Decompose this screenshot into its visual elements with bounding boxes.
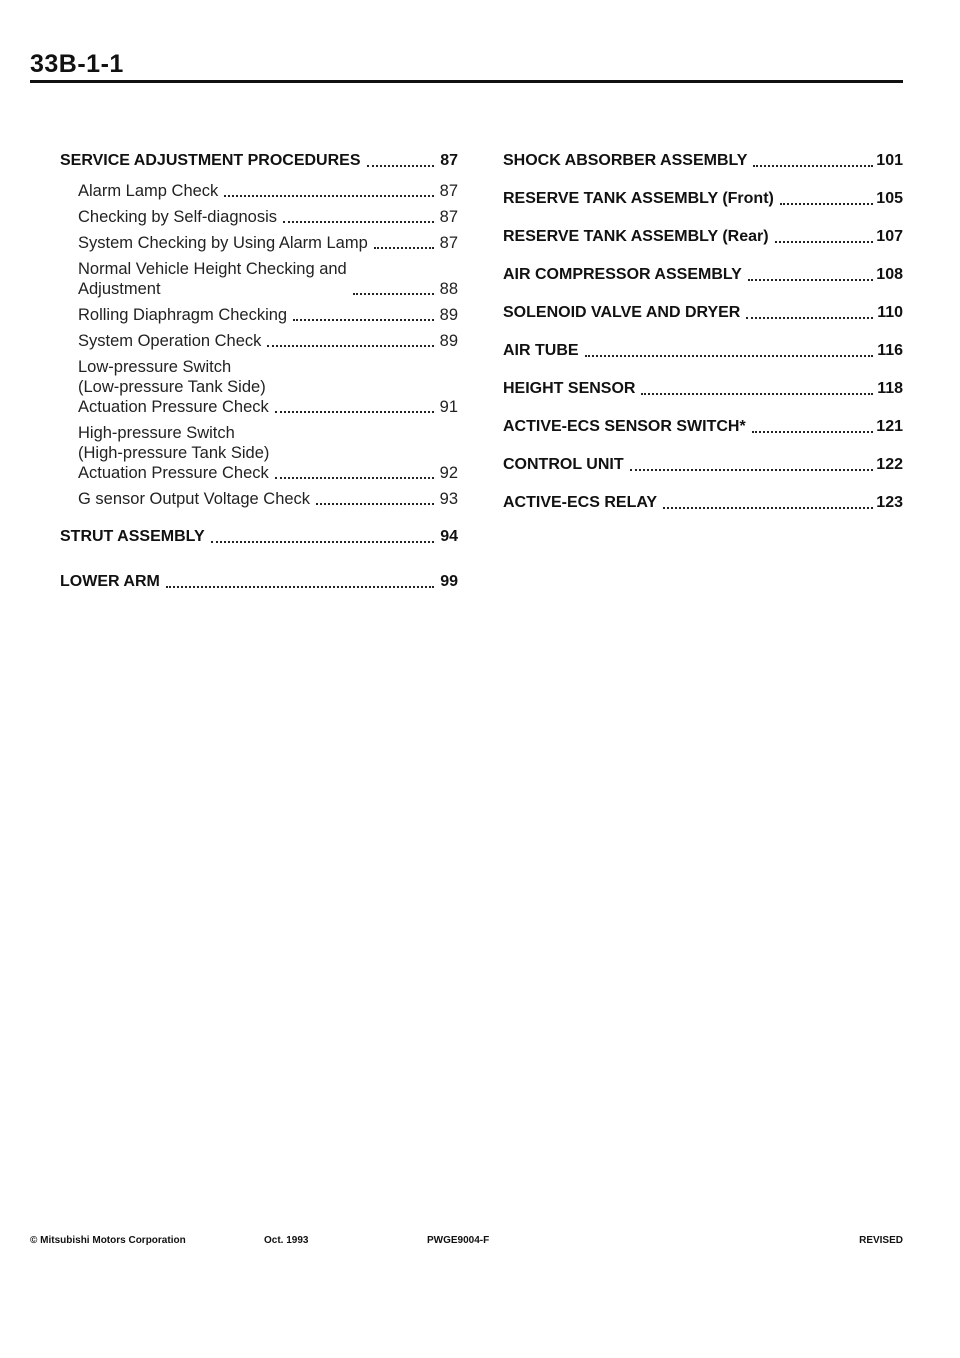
header-rule xyxy=(30,80,903,83)
footer-revised-label: REVISED xyxy=(859,1235,903,1246)
toc-entry-page: 99 xyxy=(440,573,458,590)
toc-right-column xyxy=(503,151,903,513)
page-title: 33B-1-1 xyxy=(30,50,124,78)
toc-entry-page: 110 xyxy=(877,304,903,321)
toc-entry-title: ACTIVE-ECS RELAY xyxy=(503,494,658,511)
toc-entry-title: High-pressure Switch (High-pressure Tank Side) Actuation Pressure Check xyxy=(78,424,270,482)
toc-entry-air-tube[interactable] xyxy=(503,341,903,361)
toc-entry-title: System Checking by Using Alarm Lamp xyxy=(78,234,368,252)
toc-entry-height-sensor[interactable] xyxy=(503,379,903,399)
toc-entry-page: 89 xyxy=(439,332,458,350)
toc-entry-title: HEIGHT SENSOR xyxy=(503,380,636,397)
toc-entry-vehicle-height[interactable] xyxy=(78,259,458,299)
toc-entry-reserve-tank-rear[interactable] xyxy=(503,227,903,247)
dot-leader xyxy=(293,319,434,321)
toc-entry-title: Normal Vehicle Height Checking and Adjustment xyxy=(78,260,347,298)
toc-entry-self-diagnosis[interactable] xyxy=(78,207,458,227)
toc-entry-title: RESERVE TANK ASSEMBLY (Rear) xyxy=(503,228,769,245)
dot-leader xyxy=(224,195,433,197)
dot-leader xyxy=(775,241,873,243)
toc-entry-page: 87 xyxy=(440,152,458,169)
dot-leader xyxy=(283,221,434,223)
dot-leader xyxy=(267,345,433,347)
toc-entry-low-pressure-switch[interactable] xyxy=(78,357,458,417)
dot-leader xyxy=(641,393,873,395)
footer-doc-code: PWGE9004-F xyxy=(427,1235,490,1246)
toc-left-column xyxy=(60,151,458,592)
dot-leader xyxy=(663,507,873,509)
toc-entry-page: 94 xyxy=(440,528,458,545)
toc-entry-title: RESERVE TANK ASSEMBLY (Front) xyxy=(503,190,774,207)
toc-entry-page: 87 xyxy=(439,182,458,200)
toc-entry-page: 92 xyxy=(439,464,458,482)
dot-leader xyxy=(374,247,434,249)
toc-entry-strut-assembly[interactable] xyxy=(60,527,458,547)
dot-leader xyxy=(752,431,873,433)
toc-entry-page: 107 xyxy=(876,228,903,245)
toc-entry-solenoid-valve[interactable] xyxy=(503,303,903,323)
footer-copyright: © Mitsubishi Motors Corporation xyxy=(30,1235,186,1246)
toc-entry-title: CONTROL UNIT xyxy=(503,456,624,473)
toc-entry-shock-absorber[interactable] xyxy=(503,151,903,171)
toc-entry-alarm-lamp-check[interactable] xyxy=(78,181,458,201)
toc-entry-title: ACTIVE-ECS SENSOR SWITCH* xyxy=(503,418,746,435)
toc-entry-alarm-lamp-system-check[interactable] xyxy=(78,233,458,253)
toc-entry-system-operation[interactable] xyxy=(78,331,458,351)
dot-leader xyxy=(748,279,873,281)
toc-entry-page: 122 xyxy=(876,456,903,473)
dot-leader xyxy=(316,503,434,505)
dot-leader xyxy=(166,586,434,588)
toc-entry-g-sensor[interactable] xyxy=(78,489,458,509)
dot-leader xyxy=(630,469,873,471)
toc-entry-page: 88 xyxy=(439,280,458,298)
toc-entry-title: Checking by Self-diagnosis xyxy=(78,208,278,226)
dot-leader xyxy=(275,411,434,413)
toc-entry-ecs-relay[interactable] xyxy=(503,493,903,513)
toc-entry-page: 87 xyxy=(439,234,458,252)
toc-entry-sensor-switch[interactable] xyxy=(503,417,903,437)
toc-entry-page: 105 xyxy=(876,190,903,207)
toc-entry-page: 116 xyxy=(877,342,903,359)
toc-entry-lower-arm[interactable] xyxy=(60,572,458,592)
toc-entry-title: Low-pressure Switch (Low-pressure Tank Side) Actuation Pressure Check xyxy=(78,358,269,416)
toc-entry-title: LOWER ARM xyxy=(60,573,160,590)
toc-entry-page: 123 xyxy=(876,494,903,511)
toc-entry-page: 101 xyxy=(876,152,903,169)
dot-leader xyxy=(585,355,873,357)
toc-entry-title: SHOCK ABSORBER ASSEMBLY xyxy=(503,152,748,169)
toc-entry-page: 108 xyxy=(876,266,903,283)
toc-entry-title: SERVICE ADJUSTMENT PROCEDURES xyxy=(60,152,361,169)
toc-entry-control-unit[interactable] xyxy=(503,455,903,475)
dot-leader xyxy=(367,165,435,167)
dot-leader xyxy=(753,165,873,167)
toc-entry-page: 91 xyxy=(439,398,458,416)
toc-entry-page: 87 xyxy=(439,208,458,226)
toc-entry-reserve-tank-front[interactable] xyxy=(503,189,903,209)
toc-entry-page: 89 xyxy=(439,306,458,324)
toc-entry-page: 93 xyxy=(439,490,458,508)
dot-leader xyxy=(746,317,873,319)
toc-entry-title: SOLENOID VALVE AND DRYER xyxy=(503,304,741,321)
toc-entry-high-pressure-switch[interactable] xyxy=(78,423,458,483)
dot-leader xyxy=(275,477,433,479)
dot-leader xyxy=(211,541,434,543)
toc-entry-air-compressor[interactable] xyxy=(503,265,903,285)
toc-entry-title: Rolling Diaphragm Checking xyxy=(78,306,288,324)
toc-entry-title: STRUT ASSEMBLY xyxy=(60,528,205,545)
dot-leader xyxy=(780,203,873,205)
toc-entry-service-adjustment[interactable] xyxy=(60,151,458,171)
toc-entry-page: 121 xyxy=(876,418,903,435)
dot-leader xyxy=(353,293,434,295)
toc-entry-title: Alarm Lamp Check xyxy=(78,182,219,200)
toc-entry-rolling-diaphragm[interactable] xyxy=(78,305,458,325)
toc-entry-title: AIR COMPRESSOR ASSEMBLY xyxy=(503,266,742,283)
toc-entry-title: System Operation Check xyxy=(78,332,262,350)
toc-entry-page: 118 xyxy=(877,380,903,397)
toc-entry-title: G sensor Output Voltage Check xyxy=(78,490,311,508)
toc-entry-title: AIR TUBE xyxy=(503,342,579,359)
footer-date: Oct. 1993 xyxy=(264,1235,309,1246)
